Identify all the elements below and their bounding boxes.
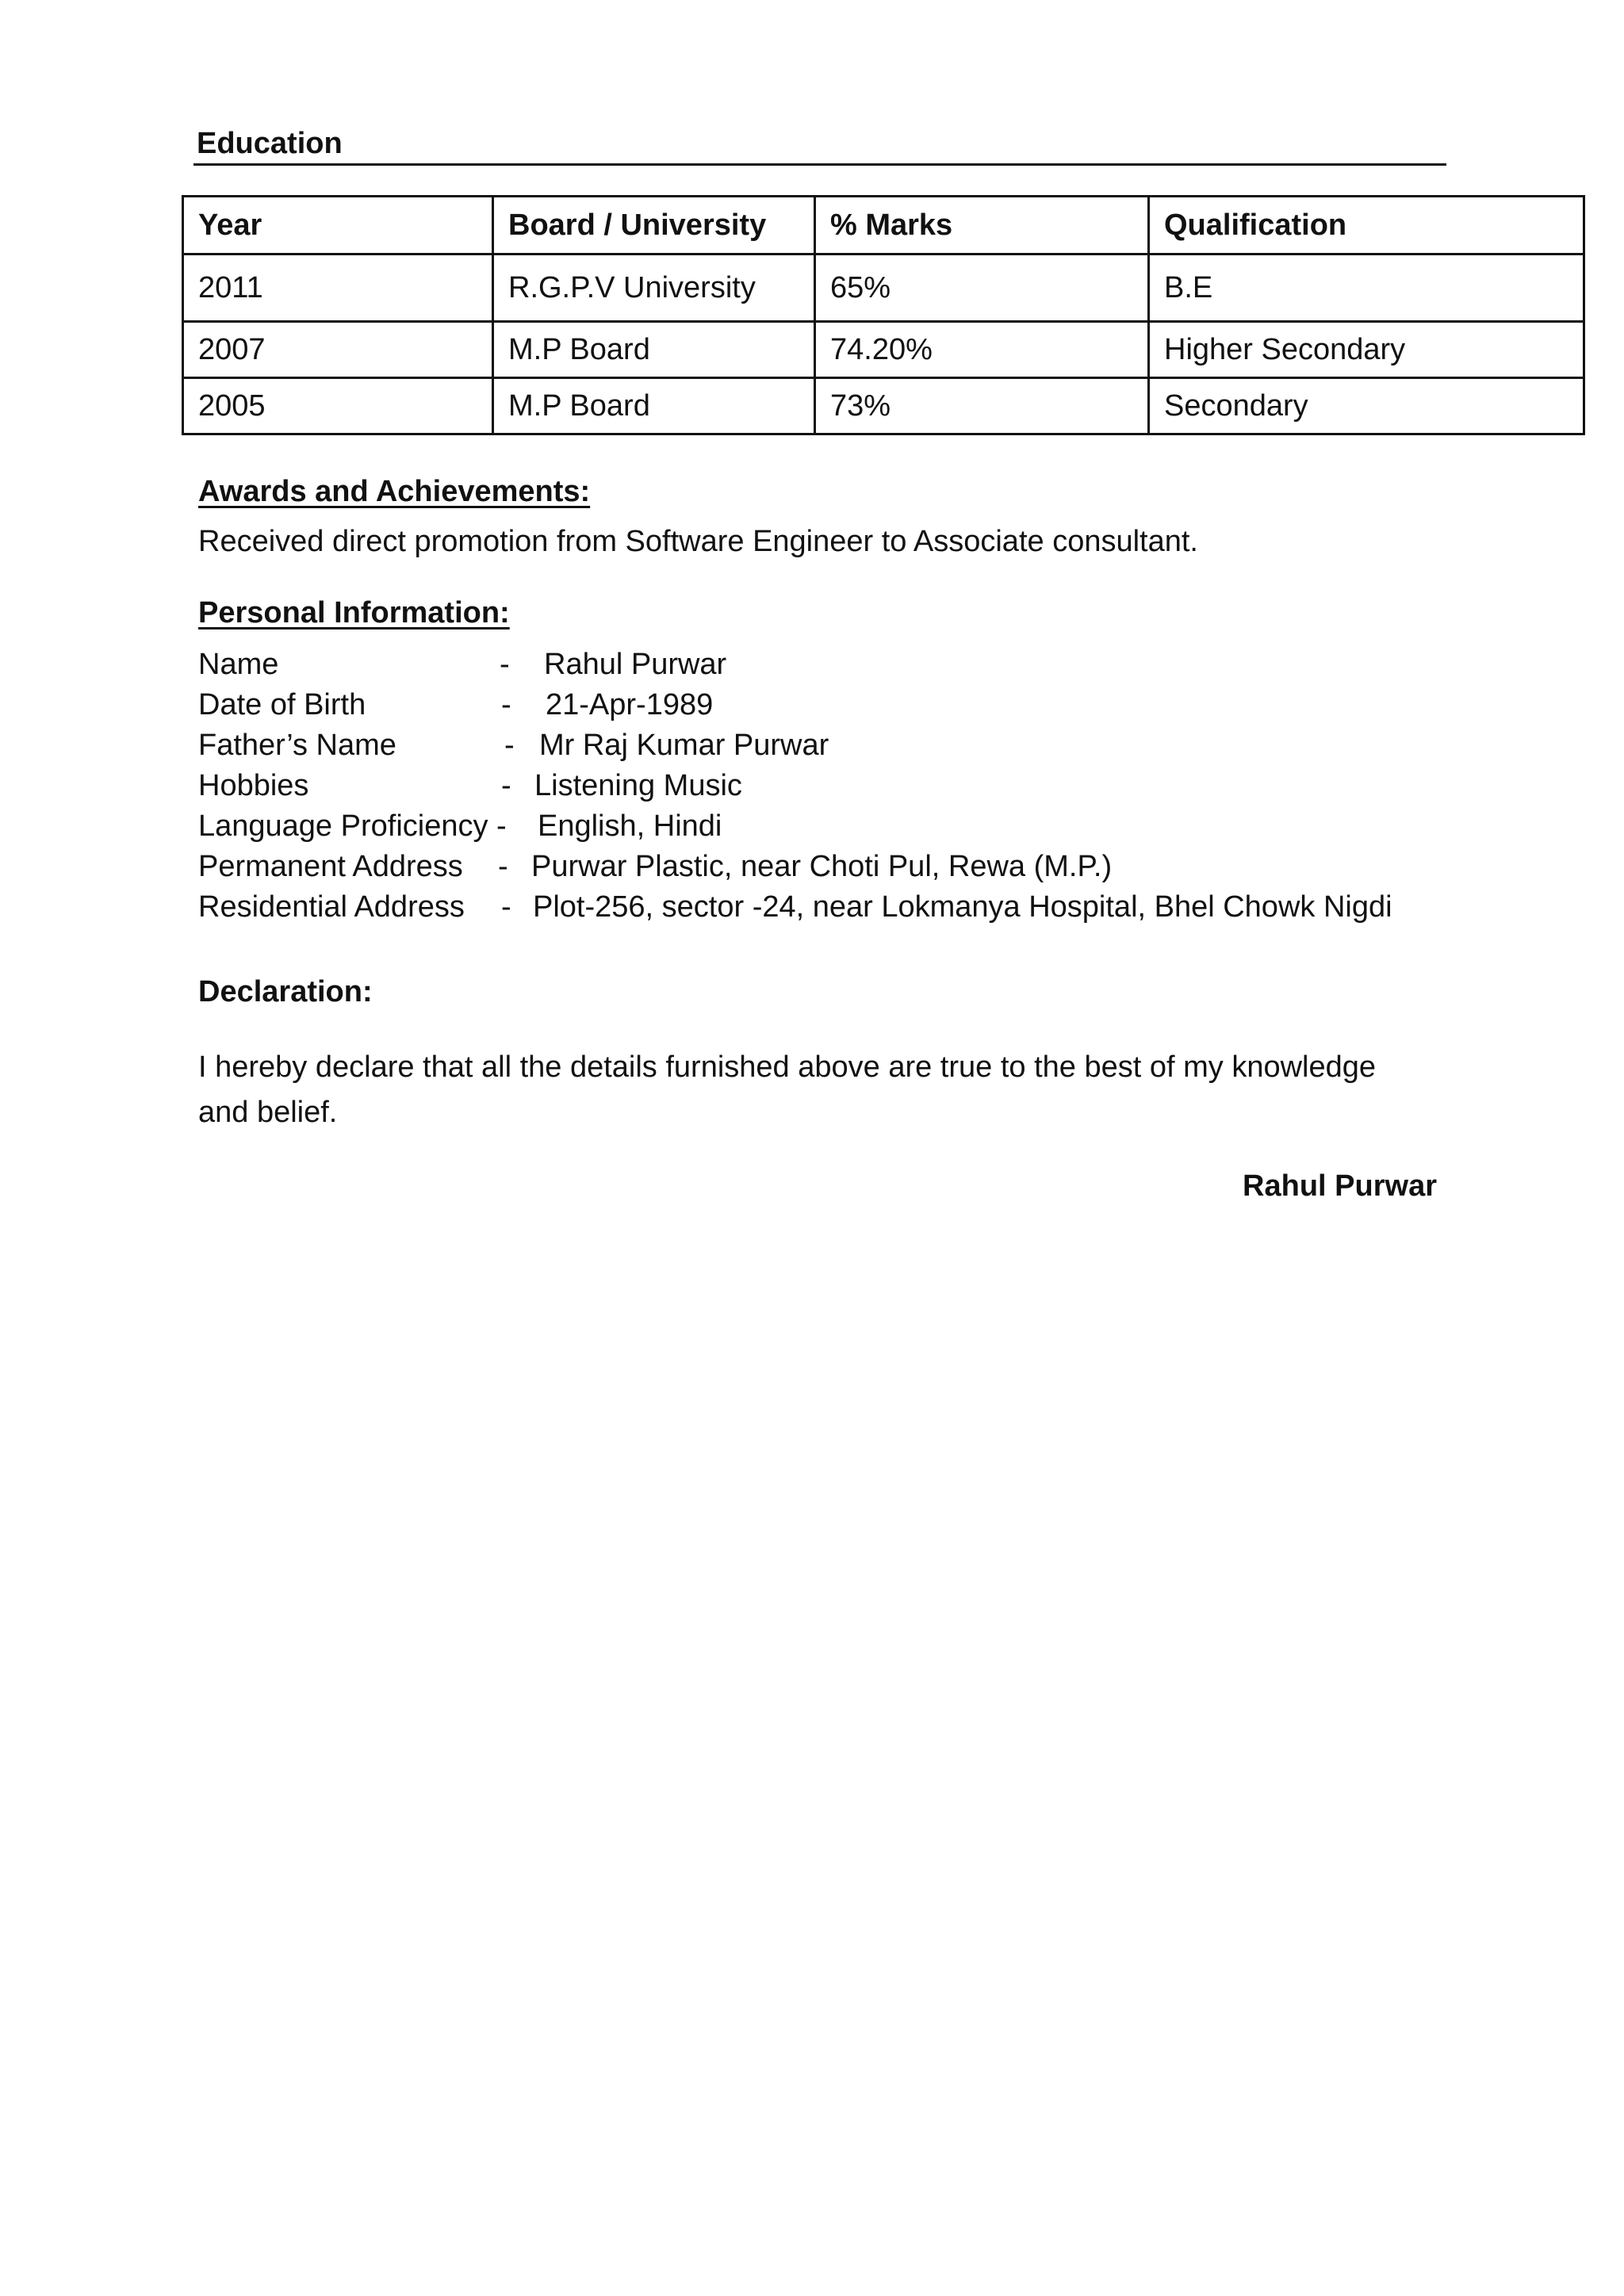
education-table [182, 195, 1585, 435]
cell-qualification: B.E [1149, 254, 1584, 322]
info-label: Name [198, 648, 279, 681]
cell-qualification: Higher Secondary [1149, 322, 1584, 378]
cell-year: 2007 [183, 322, 493, 378]
declaration-text: I hereby declare that all the details furnished above are true to the best of my knowledge and belief. [198, 1050, 1377, 1129]
cell-year: 2011 [183, 254, 493, 322]
header-board: Board / University [493, 197, 815, 254]
info-label: Hobbies [198, 769, 309, 802]
cell-board: M.P Board [493, 322, 815, 378]
info-label: Date of Birth [198, 688, 366, 721]
info-value: Purwar Plastic, near Choti Pul, Rewa (M.P.) [531, 850, 1113, 883]
education-heading: Education [197, 127, 343, 160]
header-year: Year [183, 197, 493, 254]
header-qualification: Qualification [1149, 197, 1584, 254]
info-separator: - [504, 729, 515, 762]
info-label: Father’s Name [198, 729, 396, 762]
info-label: Permanent Address [198, 850, 463, 883]
education-divider [193, 163, 1446, 166]
declaration-heading: Declaration: [198, 975, 373, 1008]
table-row [183, 254, 1584, 322]
info-separator: - [500, 648, 510, 681]
info-separator: - [498, 850, 508, 883]
cell-qualification: Secondary [1149, 378, 1584, 434]
table-row [183, 378, 1584, 434]
info-value: Mr Raj Kumar Purwar [539, 729, 829, 762]
header-marks: % Marks [815, 197, 1149, 254]
cell-board: R.G.P.V University [493, 254, 815, 322]
info-separator: - [501, 769, 511, 802]
info-value: 21-Apr-1989 [546, 688, 714, 721]
awards-text: Received direct promotion from Software Engineer to Associate consultant. [198, 525, 1198, 558]
info-separator: - [501, 890, 511, 924]
info-value: English, Hindi [538, 809, 722, 843]
info-value: Listening Music [534, 769, 742, 802]
table-header-row [183, 197, 1584, 254]
info-label: Residential Address [198, 890, 465, 924]
personal-info-heading: Personal Information: [198, 596, 510, 629]
info-separator: - [496, 809, 507, 843]
cell-year: 2005 [183, 378, 493, 434]
cell-board: M.P Board [493, 378, 815, 434]
info-label: Language Proficiency [198, 809, 488, 843]
info-separator: - [501, 688, 511, 721]
info-value: Rahul Purwar [544, 648, 727, 681]
cell-marks: 73% [815, 378, 1149, 434]
signature-name: Rahul Purwar [1243, 1169, 1437, 1203]
cell-marks: 74.20% [815, 322, 1149, 378]
table-row [183, 322, 1584, 378]
awards-heading: Awards and Achievements: [198, 475, 591, 508]
info-value: Plot-256, sector -24, near Lokmanya Hospital, Bhel Chowk Nigdi [533, 890, 1392, 924]
cell-marks: 65% [815, 254, 1149, 322]
